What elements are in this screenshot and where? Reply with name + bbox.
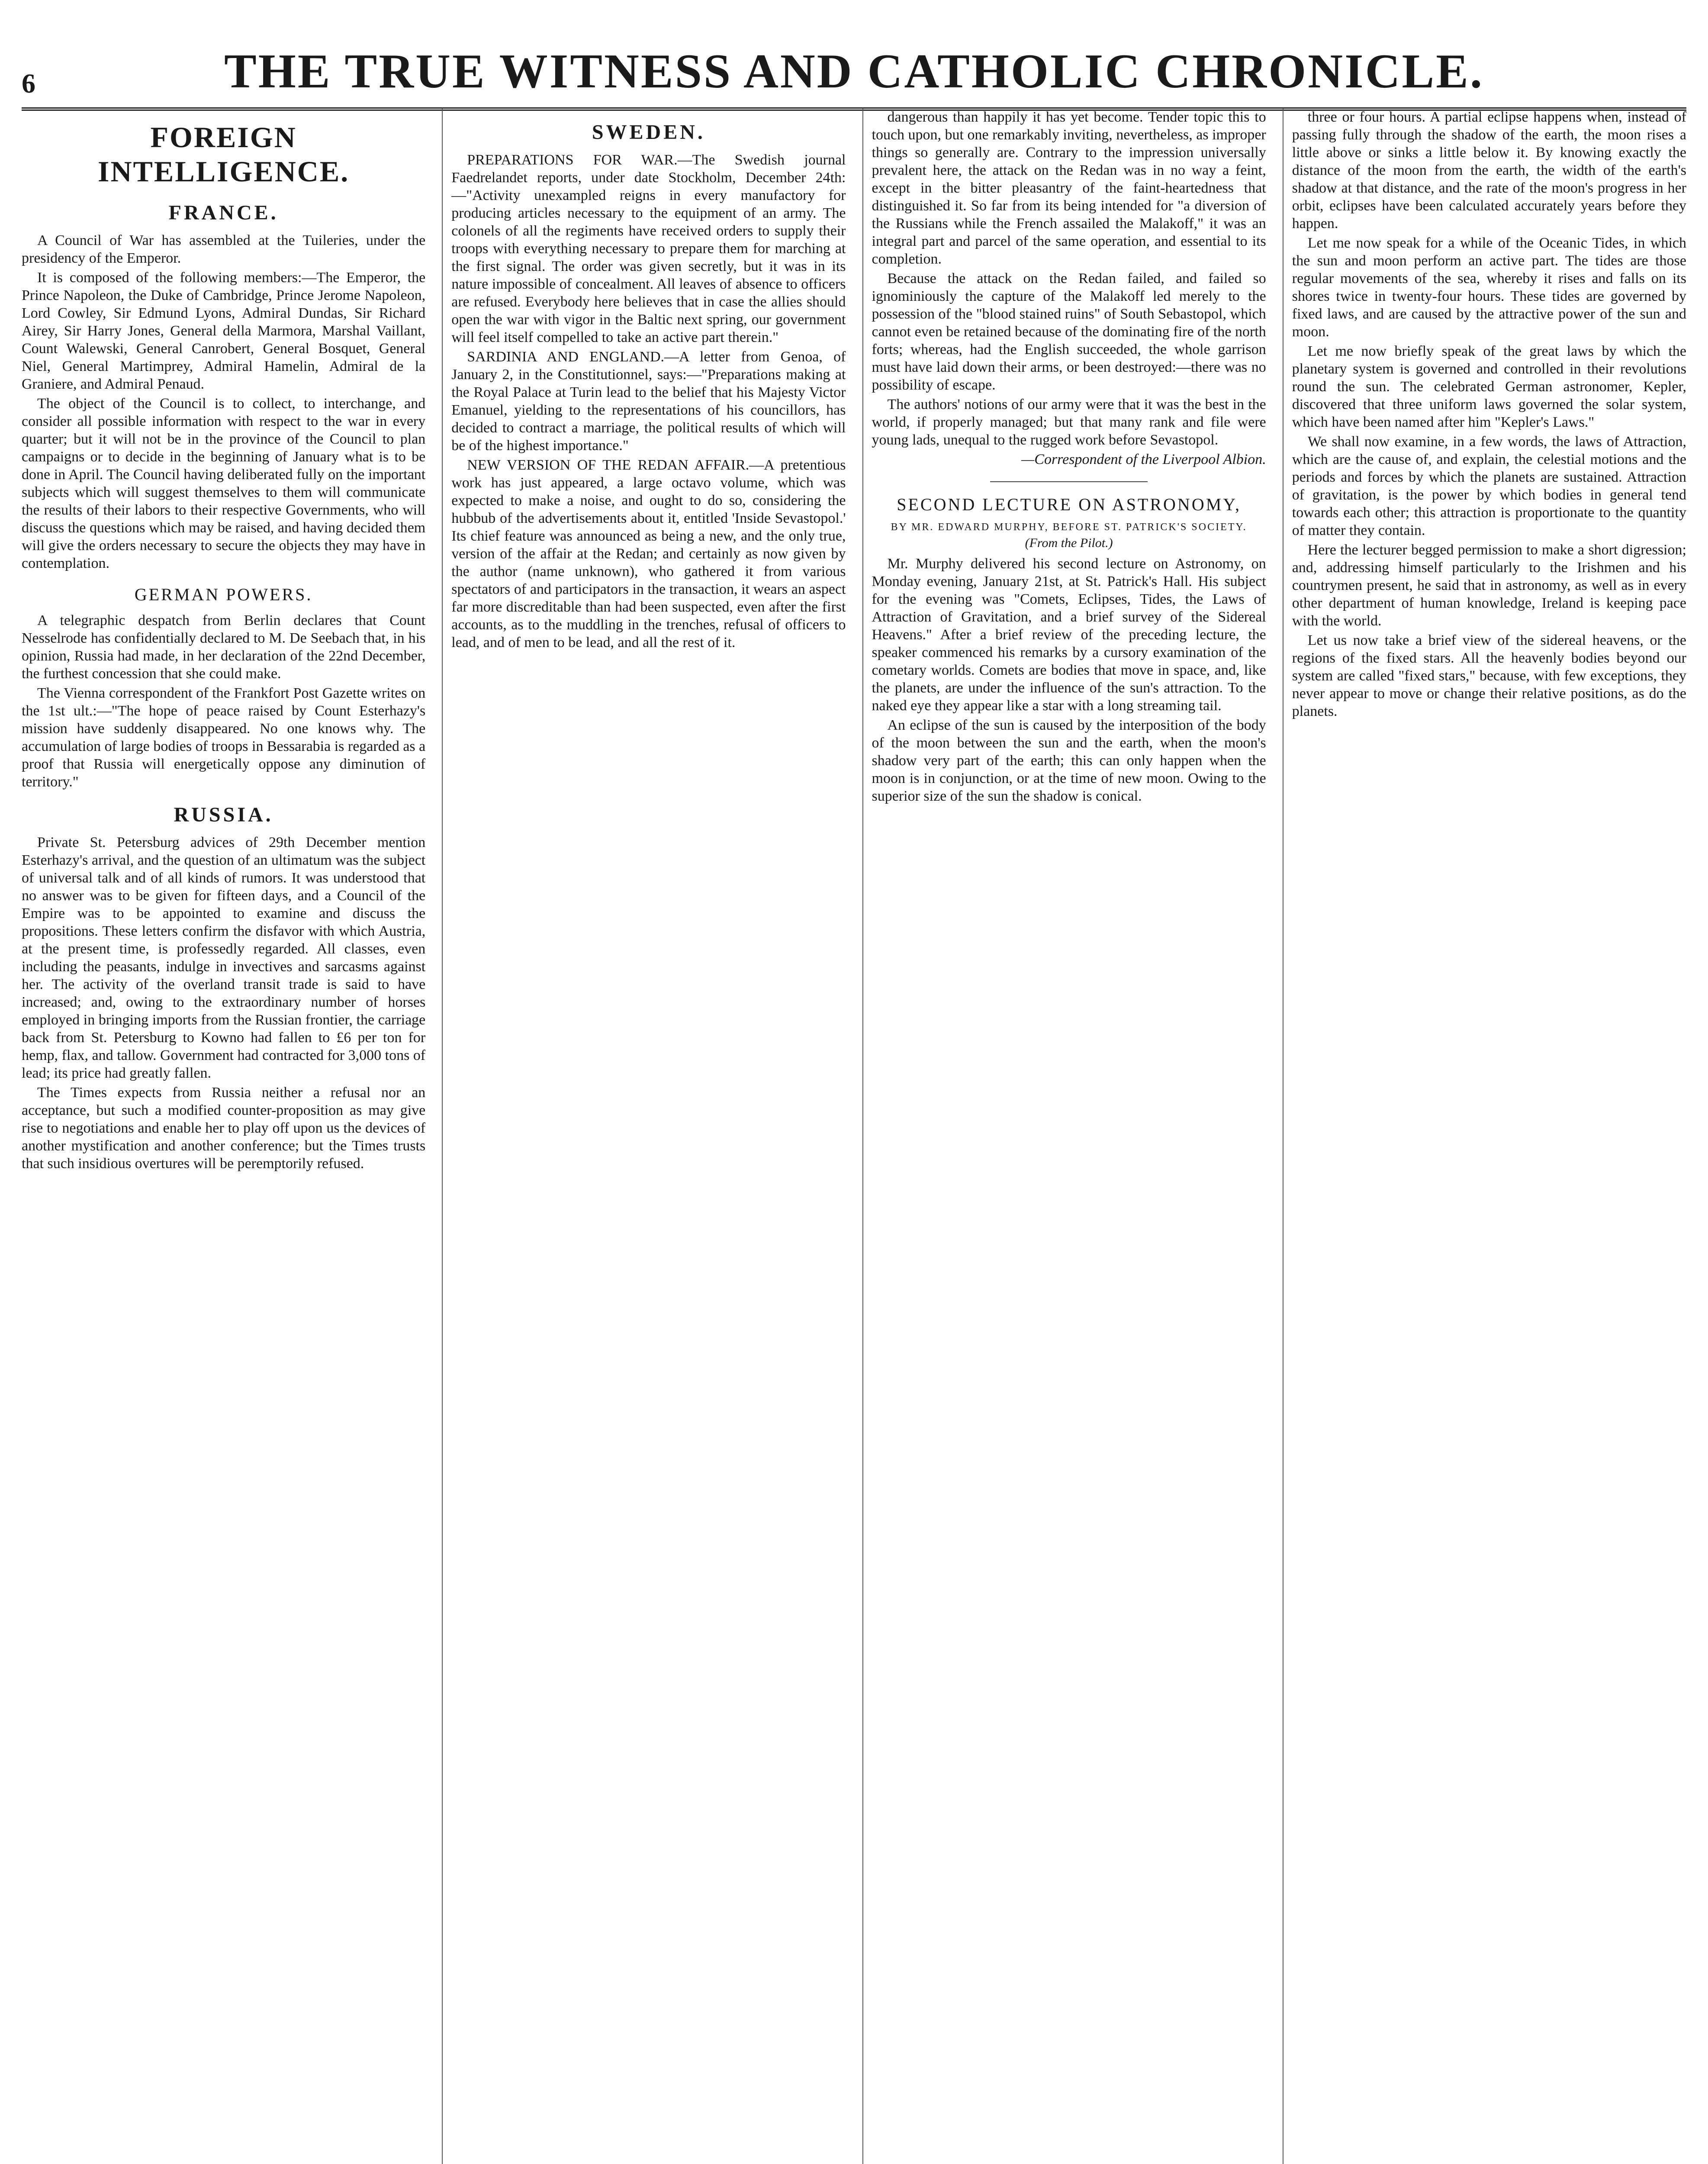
lecture-source: (From the Pilot.)	[1025, 536, 1113, 550]
heading-france: FRANCE.	[168, 201, 279, 224]
sweden-paragraph: NEW VERSION OF THE REDAN AFFAIR.—A pretentious work has just appeared, a large octavo volume, which was expected to make a noise, and ought to do so, considering the hubbub of the advertisements about it, entitled 'Inside Sevastopol.' Its chief feature was announced as being a new, and the only true, version of the affair at the Redan; and certainly as now given by the author (name unknown), who gathered it from various spectators of and participators in the transaction, it wears an aspect far more discreditable than had been suspected, even after the first accounts, as to the muddling in the trenches, refusal of officers to lead, and of men to be lead, and all the rest of it.	[451, 457, 846, 650]
russia-paragraph: Private St. Petersburg advices of 29th December mention Esterhazy's arrival, and the question of an ultimatum was the subject of universal talk and of all kinds of rumors. It was understood that no answer was to be given for fifteen days, and a Council of the Empire was to be appointed to examine and discuss the propositions. These letters confirm the disfavor with which Austria, at the present time, is professedly regarded. All classes, even including the peasants, indulge in invectives and sarcasms against her. The activity of the overland transit trade is said to have increased; and, owing to the extraordinary number of horses employed in bringing imports from the Russian frontier, the carriage back from St. Petersburg to Kowno had fallen to £6 per ton for hemp, flax, and tallow. Government had contracted for 3,000 tons of lead; its price had greatly fallen.	[22, 834, 426, 1081]
lecture-byline: BY MR. EDWARD MURPHY, BEFORE ST. PATRICK'S SOCIETY.	[891, 522, 1247, 533]
section-heading-foreign-intelligence: FOREIGN INTELLIGENCE.	[97, 121, 350, 188]
column-3	[862, 108, 1266, 2164]
astronomy-paragraph: Let me now speak for a while of the Oceanic Tides, in which the sun and moon perform an active part. The tides are those regular movements of the sea, whereby it rises and falls on its shores twice in twenty-four hours. These tides are governed by fixed laws, and are caused by the attractive power of the sun and moon.	[1292, 235, 1686, 340]
redan-paragraph: Because the attack on the Redan failed, and failed so ignominiously the capture of the Malakoff led merely to the possession of the "blood stained ruins" of South Sebastopol, which cannot even be retained because of the dominating fire of the north forts; whereas, had the English succeeded, the whole garrison must have laid down their arms, or been destroyed:—there was no possibility of escape.	[872, 270, 1266, 393]
column-1	[22, 108, 425, 2164]
newspaper-title: THE TRUE WITNESS AND CATHOLIC CHRONICLE.	[224, 45, 1484, 98]
redan-paragraph: dangerous than happily it has yet become. Tender topic this to touch upon, but one remarkably inviting, nevertheless, as improper things so generally are. Contrary to the impression universally prevalent here, the attack on the Redan was in no way a feint, except in the bitter pleasantry of the faint-heartedness that distinguished it. So far from its being intended for "a diversion of the Russians while the French assailed the Malakoff," it was an integral part and parcel of the same operation, and essential to its completion.	[872, 109, 1266, 267]
france-paragraph: A Council of War has assembled at the Tuileries, under the presidency of the Emperor.	[22, 232, 426, 266]
astronomy-paragraph: We shall now examine, in a few words, the laws of Attraction, which are the cause of, and explain, the celestial motions and the periods and forces by which the planets are sustained. Attraction of gravitation, is the power by which bodies in general tend towards each other; this attraction is proportionate to the quantity of matter they contain.	[1292, 434, 1686, 538]
astronomy-paragraph: Let me now briefly speak of the great laws by which the planetary system is governed and controlled in their revolutions round the sun. The celebrated German astronomer, Kepler, discovered that three uniform laws governed the solar system, which have been named after him "Kepler's Laws."	[1292, 343, 1686, 430]
article-columns	[22, 108, 1686, 2164]
astronomy-paragraph: Here the lecturer begged permission to make a short digression; and, addressing himself particularly to the Irishmen and his countrymen present, he said that in astronomy, as well as in every other department of human knowledge, Ireland is keeping pace with the world.	[1292, 542, 1686, 629]
column-4	[1283, 108, 1686, 2164]
astronomy-paragraph: Let us now take a brief view of the sidereal heavens, or the regions of the fixed stars. All the heavenly bodies beyond our system are called "fixed stars," because, with few exceptions, they never appear to move or change their relative positions, as do the planets.	[1292, 632, 1686, 719]
lecture-paragraph: Mr. Murphy delivered his second lecture on Astronomy, on Monday evening, January 21st, at St. Patrick's Hall. His subject for the evening was "Comets, Eclipses, Tides, the Laws of Attraction of Gravitation, and a brief survey of the Sidereal Heavens." After a brief review of the preceding lecture, the speaker commenced his remarks by a cursory examination of the cometary worlds. Comets are bodies that move in space, and, like the planets, are under the influence of the sun's attraction. To the naked eye they appear like a star with a long streaming tail.	[872, 556, 1266, 714]
russia-paragraph: The Times expects from Russia neither a refusal nor an acceptance, but such a modified counter-proposition as may give rise to negotiations and enable her to play off upon us the devices of another mystification and another conference; but the Times trusts that such insidious overtures will be peremptorily refused.	[22, 1085, 426, 1172]
masthead	[22, 26, 1686, 111]
german-paragraph: A telegraphic despatch from Berlin declares that Count Nesselrode has confidentially declared to M. De Seebach that, in his opinion, Russia had made, in her declaration of the 22nd December, the furthest concession that she could make.	[22, 612, 426, 682]
astronomy-paragraph: three or four hours. A partial eclipse happens when, instead of passing fully through the shadow of the earth, the moon rises a little above or sinks a little below it. By knowing exactly the distance of the moon from the earth, the width of the earth's shadow at that distance, and the rate of the moon's progress in her orbit, eclipses have been calculated accurately years before they happen.	[1292, 109, 1686, 232]
heading-russia: RUSSIA.	[174, 803, 273, 826]
heading-german-powers: GERMAN POWERS.	[134, 585, 313, 604]
heading-astronomy-lecture: SECOND LECTURE ON ASTRONOMY,	[897, 495, 1242, 514]
page-number: 6	[22, 68, 35, 99]
sweden-paragraph: PREPARATIONS FOR WAR.—The Swedish journal Faedrelandet reports, under date Stockholm, December 24th:—"Activity unexampled reigns in every manufactory for producing articles necessary to the equipment of an army. The colonels of all the regiments have received orders to supply their troops with everything necessary to prepare them for marching at the first signal. The order was given secretly, but it was in its nature impossible of concealment. All leaves of absence to officers are refused. Everybody here believes that in case the allies should open the war with vigor in the Baltic next spring, our government will feel itself compelled to take an active part therein."	[451, 152, 846, 345]
column-2	[442, 108, 846, 2164]
section-divider	[990, 481, 1148, 482]
german-paragraph: The Vienna correspondent of the Frankfort Post Gazette writes on the 1st ult.:—"The hope of peace raised by Count Esterhazy's mission have suddenly disappeared. No one knows why. The accumulation of large bodies of troops in Bessarabia is regarded as a proof that Russia will energetically oppose any diminution of territory."	[22, 685, 426, 790]
lecture-paragraph: An eclipse of the sun is caused by the interposition of the body of the moon between the sun and the earth, when the moon's shadow very part of the earth; this can only happen when the moon is in conjunction, or at the time of new moon. Owing to the superior size of the sun the shadow is conical.	[872, 717, 1266, 804]
article-attribution: —Correspondent of the Liverpool Albion.	[1021, 451, 1266, 467]
redan-paragraph: The authors' notions of our army were that it was the best in the world, if properly managed; but that many rank and file were young lads, unequal to the rugged work before Sevastopol.	[872, 396, 1266, 448]
france-paragraph: It is composed of the following members:—The Emperor, the Prince Napoleon, the Duke of Cambridge, Prince Jerome Napoleon, Lord Cowley, Sir Edmund Lyons, Admiral Dundas, Sir Richard Airey, Sir Harry Jones, General della Marmora, Marshal Vaillant, Count Walewski, General Canrobert, General Bosquet, General Niel, General Martimprey, Admiral Hamelin, Admiral de la Graniere, and Admiral Penaud.	[22, 270, 426, 392]
heading-sweden: SWEDEN.	[592, 121, 705, 144]
france-paragraph: The object of the Council is to collect, to interchange, and consider all possible information with respect to the war in every quarter; but it will not be in the province of the Council to plan campaigns or to decide in the beginning of January what is to be done in April. The Council having deliberated fully on the important subjects which will suggest themselves to them will communicate the results of their labors to their respective Governments, who will discuss the questions which may be raised, and having decided them will give the orders necessary to secure the objects they may have in contemplation.	[22, 396, 426, 571]
sweden-paragraph: SARDINIA AND ENGLAND.—A letter from Genoa, of January 2, in the Constitutionnel, says:—"Preparations making at the Royal Palace at Turin lead to the belief that his Majesty Victor Emanuel, yielding to the representations of his councillors, has decided to contract a marriage, the political results of which will be of the highest importance."	[451, 349, 846, 454]
